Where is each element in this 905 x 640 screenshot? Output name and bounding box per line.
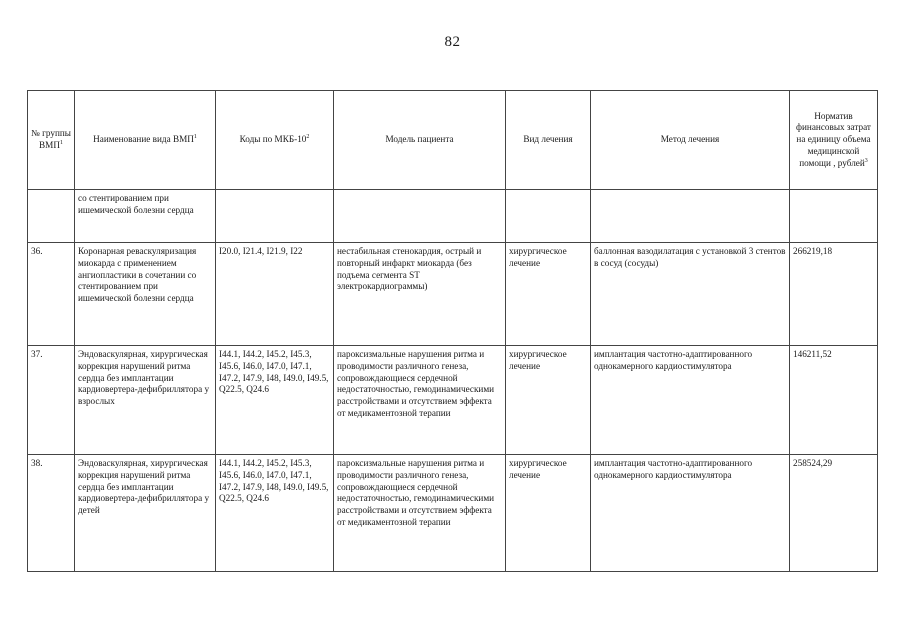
header-cost-sup: 3: [864, 157, 868, 164]
header-codes-label: Коды по МКБ-10: [239, 134, 307, 145]
cell-codes: I44.1, I44.2, I45.2, I45.3, I45.6, I46.0, I47.0, I47.1, I47.2, I47.9, I48, I49.0, I49.5, Q22.5, Q24.6: [216, 346, 334, 455]
cell-num: 38.: [28, 455, 75, 572]
cell-model: пароксизмальные нарушения ритма и проводимости различного генеза, сопровождающиеся сердечной недостаточностью, гемодинамическими расстройствами и отсутствием эффекта от медикаментозной терапии: [334, 455, 506, 572]
header-treatment-type-label: Вид лечения: [523, 134, 573, 145]
cell-cost: [790, 190, 878, 243]
cell-codes: I44.1, I44.2, I45.2, I45.3, I45.6, I46.0, I47.0, I47.1, I47.2, I47.9, I48, I49.0, I49.5, Q22.5, Q24.6: [216, 455, 334, 572]
header-treatment-type: [506, 91, 591, 190]
cell-method: [591, 190, 790, 243]
header-codes: [216, 91, 334, 190]
header-codes-sup: 2: [306, 134, 310, 141]
cell-codes: [216, 190, 334, 243]
table-row: [28, 346, 878, 455]
cell-model: [334, 190, 506, 243]
header-method: [591, 91, 790, 190]
header-cost: [790, 91, 878, 190]
cell-method: имплантация частотно-адаптированного однокамерного кардиостимулятора: [591, 346, 790, 455]
table-row: [28, 190, 878, 243]
header-model-label: Модель пациента: [385, 134, 454, 145]
cell-num: 36.: [28, 243, 75, 346]
header-group-no-sup: 1: [59, 139, 63, 146]
cell-treatment: хирургическое лечение: [506, 243, 591, 346]
table-row: [28, 455, 878, 572]
cell-model: пароксизмальные нарушения ритма и проводимости различного генеза, сопровождающиеся сердечной недостаточностью, гемодинамическими расстройствами и отсутствием эффекта от медикаментозной терапии: [334, 346, 506, 455]
cell-cost: 266219,18: [790, 243, 878, 346]
header-model: [334, 91, 506, 190]
table-row: [28, 243, 878, 346]
page-number: 82: [444, 34, 461, 50]
cell-name: Эндоваскулярная, хирургическая коррекция нарушений ритма сердца без имплантации кардиовертера-дефибриллятора у детей: [75, 455, 216, 572]
cell-method: баллонная вазодилатация с установкой 3 стентов в сосуд (сосуды): [591, 243, 790, 346]
header-method-label: Метод лечения: [660, 134, 720, 145]
cell-codes: I20.0, I21.4, I21.9, I22: [216, 243, 334, 346]
cell-name: Коронарная реваскуляризация миокарда с применением ангиопластики в сочетании со стентированием при ишемической болезни сердца: [75, 243, 216, 346]
cell-treatment: хирургическое лечение: [506, 346, 591, 455]
cell-method: имплантация частотно-адаптированного однокамерного кардиостимулятора: [591, 455, 790, 572]
cell-name: Эндоваскулярная, хирургическая коррекция нарушений ритма сердца без имплантации кардиовертера-дефибриллятора у взрослых: [75, 346, 216, 455]
header-group-no: [28, 91, 75, 190]
cell-num: 37.: [28, 346, 75, 455]
header-cost-label: Норматив финансовых затрат на единицу объема медицинской помощи , рублей: [796, 110, 871, 168]
cell-model: нестабильная стенокардия, острый и повторный инфаркт миокарда (без подъема сегмента ST электрокардиограммы): [334, 243, 506, 346]
cell-cost: 146211,52: [790, 346, 878, 455]
cell-num: [28, 190, 75, 243]
header-name: [75, 91, 216, 190]
header-name-label: Наименование вида ВМП: [93, 134, 194, 145]
cell-treatment: [506, 190, 591, 243]
table-header-row: [28, 91, 878, 190]
cell-name: со стентированием при ишемической болезни сердца: [75, 190, 216, 243]
cell-treatment: хирургическое лечение: [506, 455, 591, 572]
header-name-sup: 1: [193, 134, 197, 141]
vmp-table: [27, 90, 878, 572]
cell-cost: 258524,29: [790, 455, 878, 572]
header-group-no-label: № группы ВМП: [31, 128, 71, 150]
